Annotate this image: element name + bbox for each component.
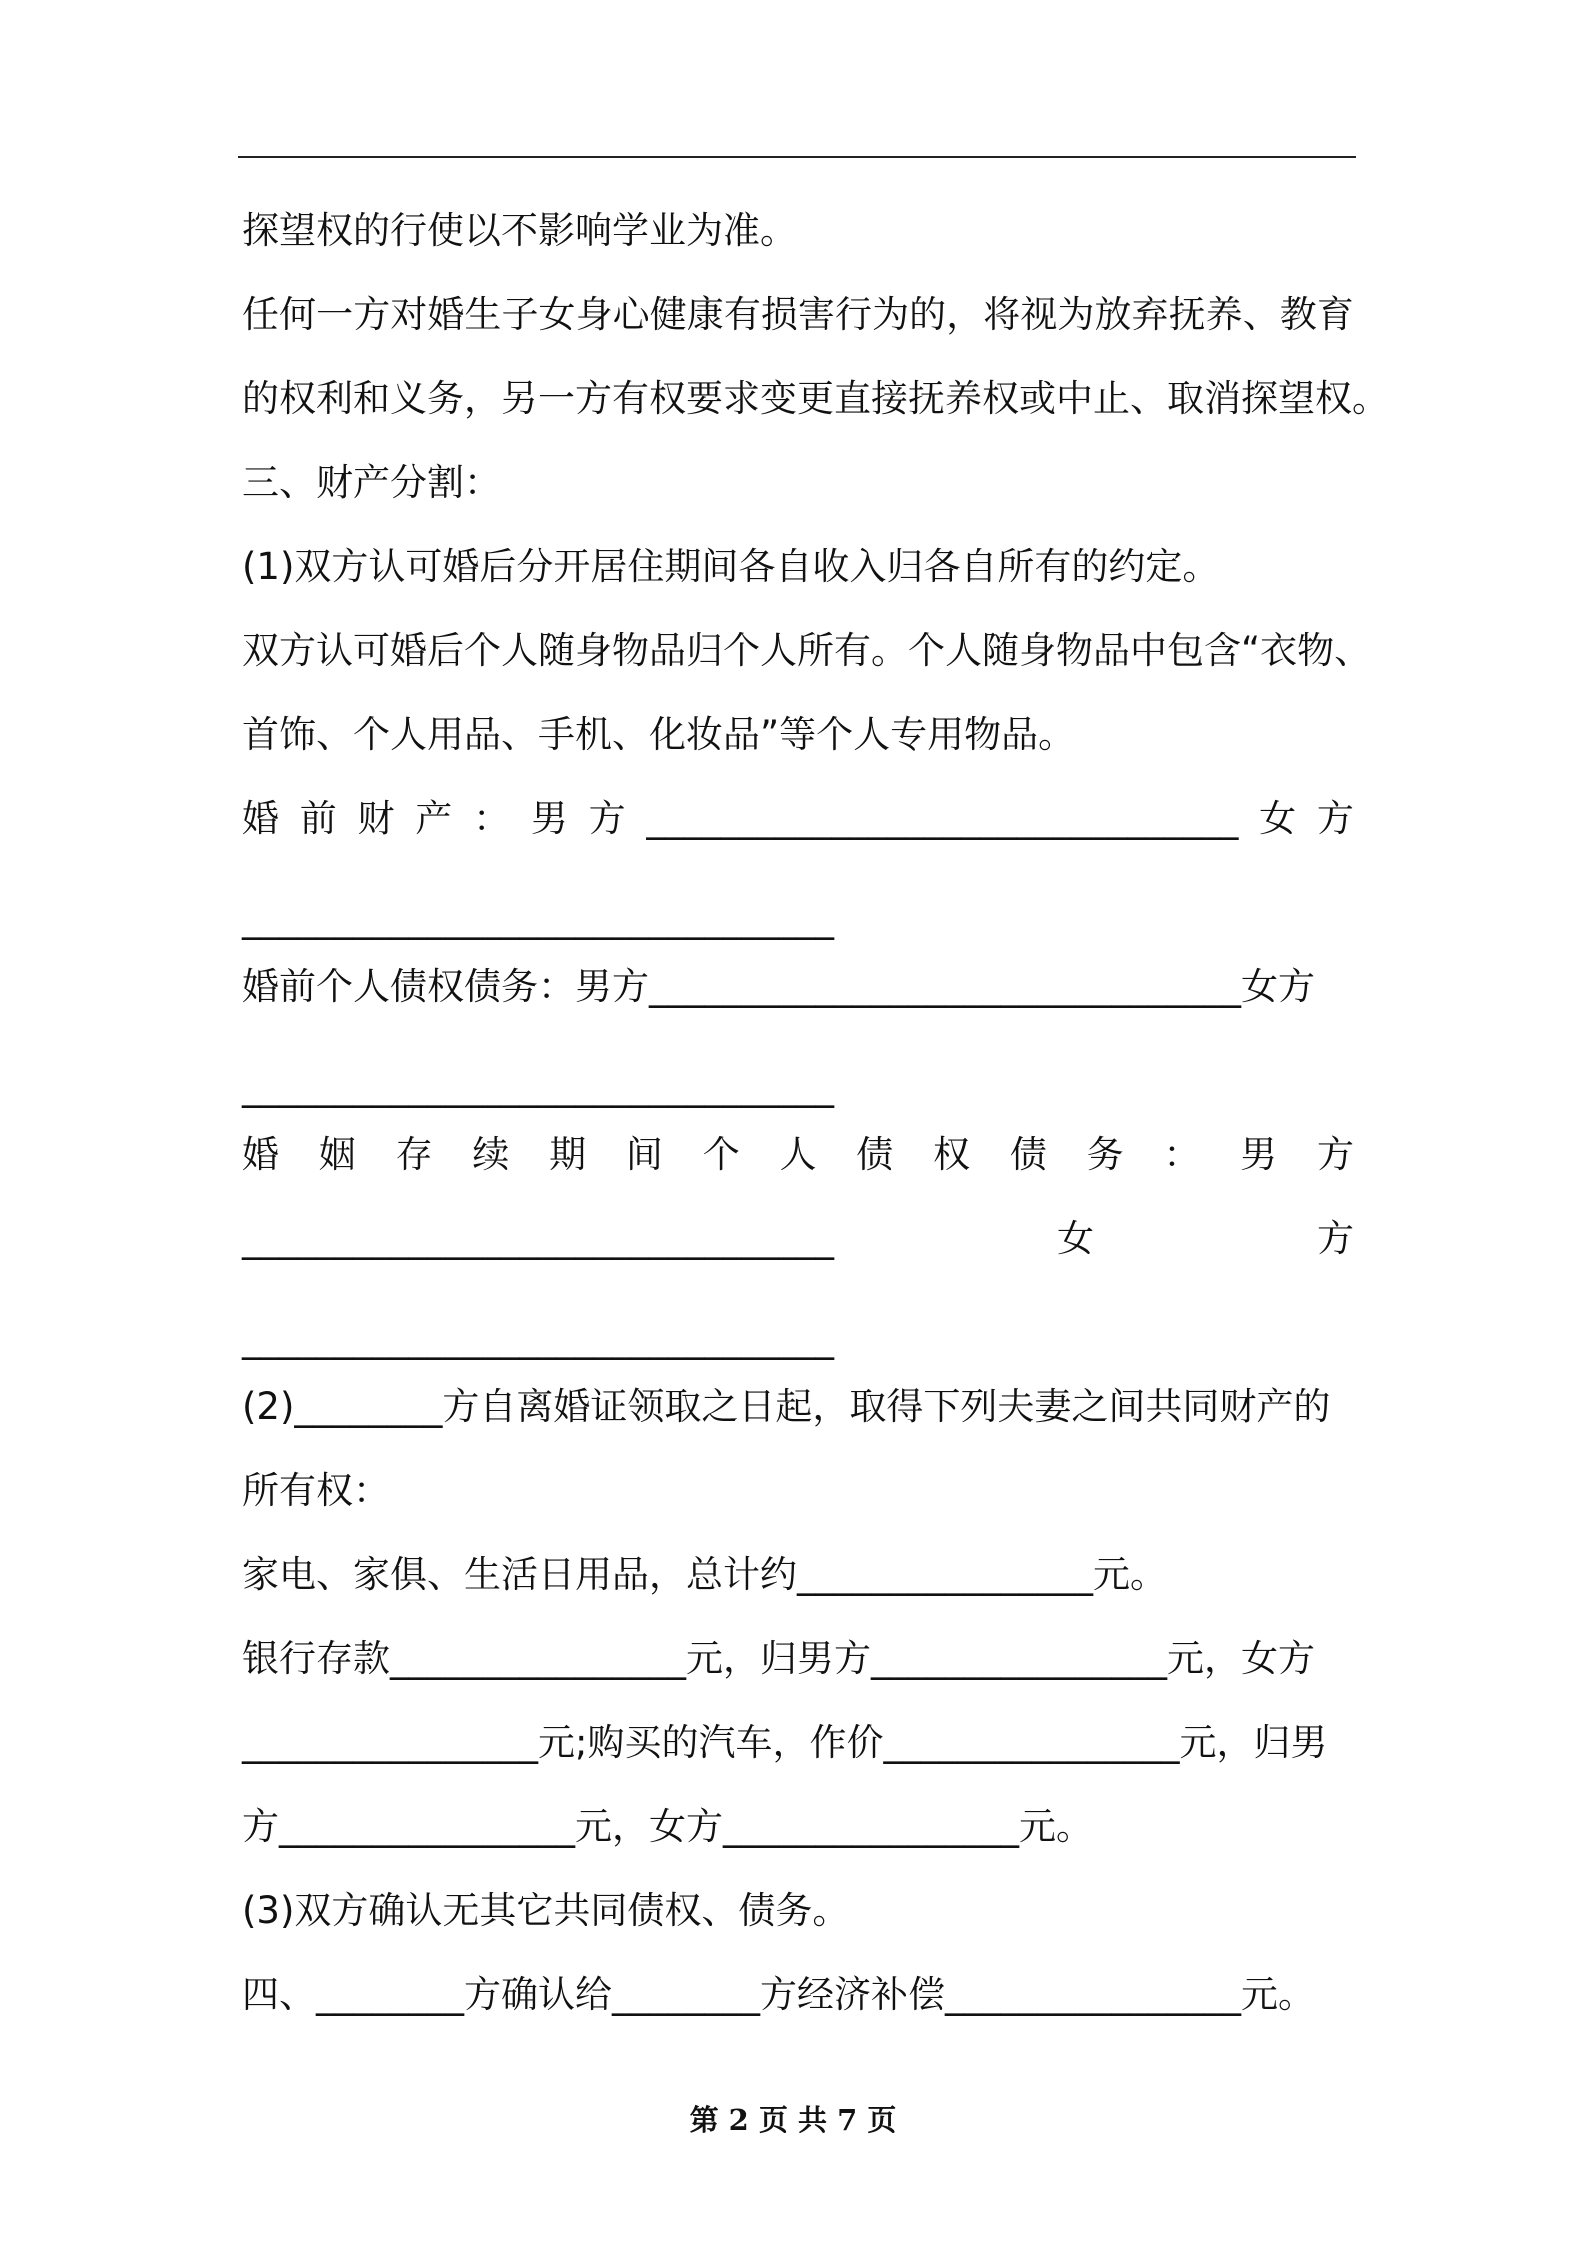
fill-in-line [242,1130,1354,1180]
fill-in-line [242,1214,1354,1264]
text-fragment: 的 [909,293,947,336]
text-fragment: 方 [1317,1217,1354,1260]
text-fragment: 婚 [242,797,279,840]
text-fragment: 身 [575,293,613,336]
text-fragment: ： [473,797,511,840]
text-fragment: 将 [983,293,1021,336]
text-fragment: 男 [530,797,568,840]
text-fragment: 方 [1316,1133,1354,1176]
text-fragment: 康 [686,293,724,336]
text-fragment: 有 [723,293,761,336]
text-line: 的权利和义务，另一方有权要求变更直接抚养权或中止、取消探望权。 [242,377,1389,420]
text-fragment: 个 [702,1133,740,1176]
text-fragment: ， [946,293,984,336]
text-fragment: 养 [1205,293,1243,336]
text-fragment: 产 [415,797,453,840]
text-fragment: 婚 [427,293,465,336]
text-line: 所有权： [242,1469,390,1512]
text-line: (1)双方认可婚后分开居住期间各自收入归各自所有的约定。 [242,545,1220,588]
fill-in-blank: ________________________________ [242,1065,834,1108]
text-fragment: 害 [797,293,835,336]
text-fragment: 人 [779,1133,817,1176]
text-fragment: 期 [549,1133,587,1176]
section-heading: 三、财产分割： [242,461,501,504]
text-fragment: 间 [625,1133,663,1176]
fill-in-line: 四、________方确认给________方经济补偿________________元。 [242,1973,1315,2016]
text-line: 探望权的行使以不影响学业为准。 [242,209,797,252]
fill-in-blank: ________________________________ [242,897,834,940]
text-fragment: 债 [1009,1133,1047,1176]
fill-in-line: 家电、家俱、生活日用品，总计约________________元。 [242,1553,1167,1596]
text-fragment: 心 [612,293,650,336]
text-fragment: 务 [1086,1133,1124,1176]
text-fragment: 女 [1057,1217,1094,1260]
text-fragment: 视 [1020,293,1058,336]
text-fragment: 债 [856,1133,894,1176]
text-fragment: 女 [1259,797,1297,840]
text-fragment: ： [1163,1133,1201,1176]
text-fragment: 育 [1316,293,1354,336]
text-fragment: 权 [933,1133,971,1176]
page-number-footer: 第 2 页 共 7 页 [689,2103,897,2137]
text-line [242,290,1354,340]
text-line: 双方认可婚后个人随身物品归个人所有。个人随身物品中包含“衣物、 [242,629,1372,672]
text-fragment: 抚 [1168,293,1206,336]
text-line: 首饰、个人用品、手机、化妆品”等个人专用物品。 [242,713,1076,756]
text-fragment: 放 [1094,293,1132,336]
text-fragment: 子 [501,293,539,336]
text-fragment: 为 [872,293,910,336]
text-fragment: 损 [760,293,798,336]
text-fragment: 存 [395,1133,433,1176]
text-fragment: 方 [1316,797,1354,840]
text-fragment: 弃 [1131,293,1169,336]
text-fragment: 财 [357,797,395,840]
fill-in-line: 婚前个人债权债务：男方________________________________女方 [242,965,1315,1008]
text-fragment: 、 [1242,293,1280,336]
text-fragment: 方 [353,293,391,336]
text-fragment: 健 [649,293,687,336]
text-fragment: 女 [538,293,576,336]
fill-in-line: 方________________元，女方________________元。 [242,1805,1093,1848]
text-fragment: ________________________________ [242,1217,834,1260]
text-fragment: ________________________________ [646,797,1239,840]
fill-in-line: ________________元;购买的汽车，作价________________元，归男 [242,1721,1328,1764]
text-fragment: 为 [1057,293,1095,336]
text-fragment: 姻 [318,1133,356,1176]
text-fragment: 对 [390,293,428,336]
text-line: (3)双方确认无其它共同债权、债务。 [242,1889,850,1932]
text-fragment: 方 [588,797,626,840]
fill-in-line: 银行存款________________元，归男方________________元，女方 [242,1637,1315,1680]
fill-in-line: (2)________方自离婚证领取之日起，取得下列夫妻之间共同财产的 [242,1385,1331,1428]
text-fragment: 何 [279,293,317,336]
text-fragment: 教 [1279,293,1317,336]
fill-in-line [242,794,1354,844]
text-fragment: 续 [472,1133,510,1176]
text-fragment: 前 [299,797,337,840]
text-fragment: 婚 [242,1133,279,1176]
text-fragment: 一 [316,293,354,336]
text-fragment: 生 [464,293,502,336]
text-fragment: 男 [1240,1133,1278,1176]
text-fragment: 任 [242,293,279,336]
fill-in-blank: ________________________________ [242,1317,834,1360]
header-rule [238,156,1356,158]
text-fragment: 行 [835,293,872,336]
